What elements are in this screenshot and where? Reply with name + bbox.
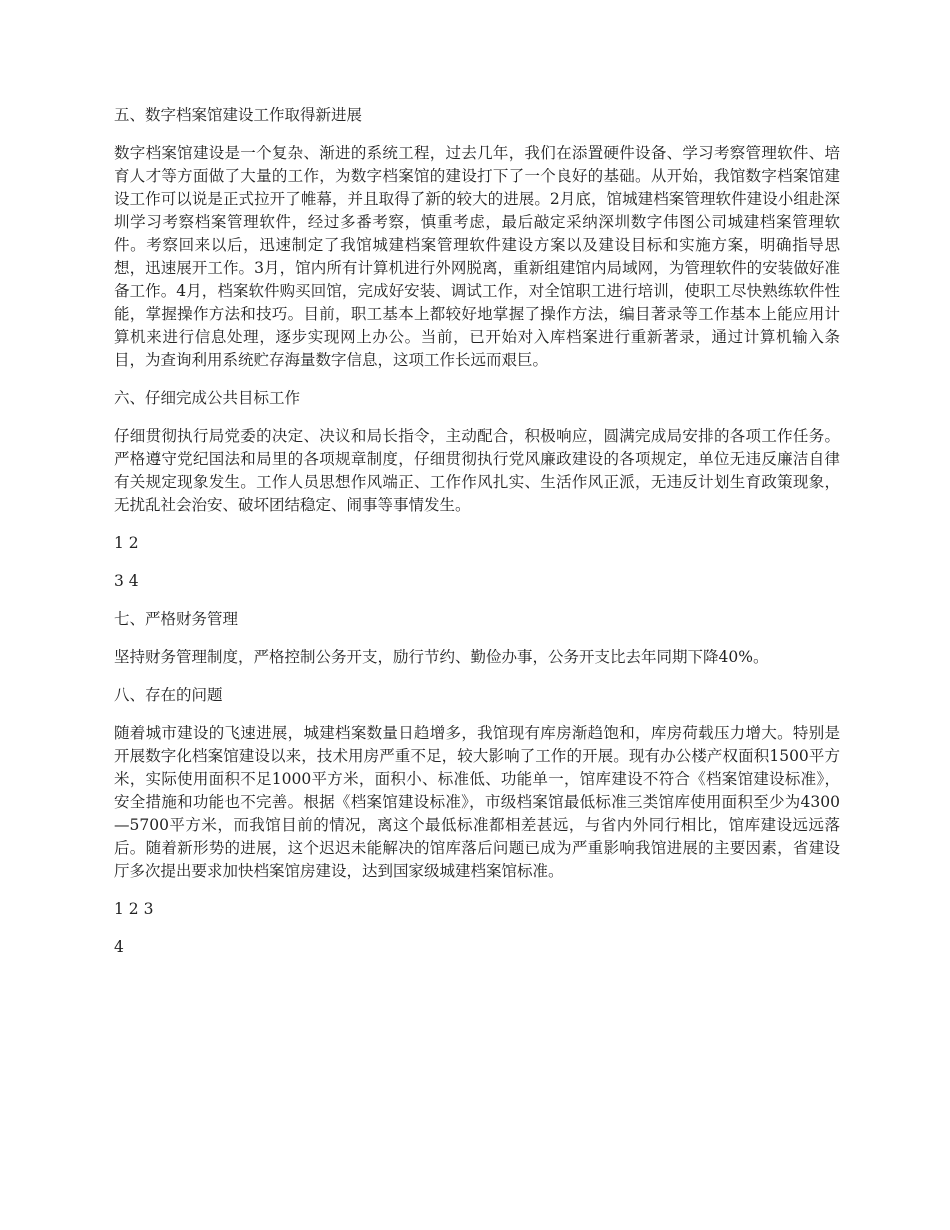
page-number-4: 4 <box>114 938 124 956</box>
section-8-heading: 八、存在的问题 <box>114 686 223 704</box>
page-numbers-1-2: 1 2 <box>114 534 139 552</box>
page-numbers-3-4: 3 4 <box>114 572 139 590</box>
document-page <box>114 104 840 974</box>
page-numbers-1-2-3: 1 2 3 <box>114 900 154 918</box>
section-6-paragraph: 仔细贯彻执行局党委的决定、决议和局长指令，主动配合，积极响应，圆满完成局安排的各项工作任务。严格遵守党纪国法和局里的各项规章制度，仔细贯彻执行党风廉政建设的各项规定，单位无违反廉洁自律有关规定现象发生。工作人员思想作风端正、工作作风扎实、生活作风正派，无违反计划生育政策现象，无扰乱社会治安、破坏团结稳定、闹事等事情发生。 <box>114 427 840 514</box>
section-6-heading: 六、仔细完成公共目标工作 <box>114 389 301 407</box>
section-7-heading: 七、严格财务管理 <box>114 610 239 628</box>
section-5-heading: 五、数字档案馆建设工作取得新进展 <box>114 106 363 124</box>
section-7-paragraph: 坚持财务管理制度，严格控制公务开支，励行节约、勤俭办事，公务开支比去年同期下降40%。 <box>114 648 769 666</box>
section-8-paragraph: 随着城市建设的飞速进展，城建档案数量日趋增多，我馆现有库房渐趋饱和，库房荷载压力增大。特别是开展数字化档案馆建设以来，技术用房严重不足，较大影响了工作的开展。现有办公楼产权面积1500平方米，实际使用面积不足1000平方米，面积小、标准低、功能单一，馆库建设不符合《档案馆建设标准》，安全措施和功能也不完善。根据《档案馆建设标准》，市级档案馆最低标准三类馆库使用面积至少为4300—5700平方米，而我馆目前的情况，离这个最低标准都相差甚远，与省内外同行相比，馆库建设远远落后。随着新形势的进展，这个迟迟未能解决的馆库落后问题已成为严重影响我馆进展的主要因素，省建设厅多次提出要求加快档案馆房建设，达到国家级城建档案馆标准。 <box>114 724 840 880</box>
section-5-paragraph: 数字档案馆建设是一个复杂、渐进的系统工程，过去几年，我们在添置硬件设备、学习考察管理软件、培育人才等方面做了大量的工作，为数字档案馆的建设打下了一个良好的基础。从开始，我馆数字档案馆建设工作可以说是正式拉开了帷幕，并且取得了新的较大的进展。2月底，馆城建档案管理软件建设小组赴深圳学习考察档案管理软件，经过多番考察，慎重考虑，最后敲定采纳深圳数字伟图公司城建档案管理软件。考察回来以后，迅速制定了我馆城建档案管理软件建设方案以及建设目标和实施方案，明确指导思想，迅速展开工作。3月，馆内所有计算机进行外网脱离，重新组建馆内局域网，为管理软件的安装做好准备工作。4月，档案软件购买回馆，完成好安装、调试工作，对全馆职工进行培训，使职工尽快熟练软件性能，掌握操作方法和技巧。目前，职工基本上都较好地掌握了操作方法，编目著录等工作基本上能应用计算机来进行信息处理，逐步实现网上办公。当前，已开始对入库档案进行重新著录，通过计算机输入条目，为查询利用系统贮存海量数字信息，这项工作长远而艰巨。 <box>114 144 840 369</box>
